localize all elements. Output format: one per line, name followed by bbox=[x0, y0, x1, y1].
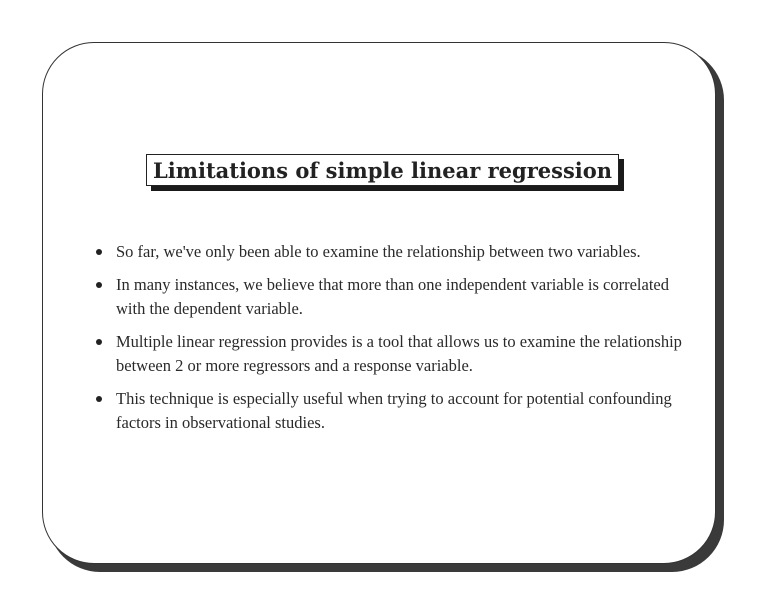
bullet-icon bbox=[96, 396, 102, 402]
bullet-text: So far, we've only been able to examine the relationship between two variables. bbox=[116, 242, 641, 261]
slide-title: Limitations of simple linear regression bbox=[153, 157, 613, 183]
bullet-icon bbox=[96, 249, 102, 255]
bullet-text: In many instances, we believe that more than one independent variable is correlated with the dependent variable. bbox=[116, 275, 669, 318]
bullet-text: This technique is especially useful when trying to account for potential confounding factors in observational studies. bbox=[116, 389, 672, 432]
bullet-icon bbox=[96, 282, 102, 288]
bullet-item bbox=[94, 273, 684, 321]
title-box bbox=[146, 154, 619, 186]
bullet-item bbox=[94, 240, 684, 264]
bullet-list bbox=[94, 240, 684, 444]
bullet-icon bbox=[96, 339, 102, 345]
bullet-text: Multiple linear regression provides is a tool that allows us to examine the relationship between 2 or more regressors and a response variable. bbox=[116, 332, 682, 375]
bullet-item bbox=[94, 330, 684, 378]
bullet-item bbox=[94, 387, 684, 435]
